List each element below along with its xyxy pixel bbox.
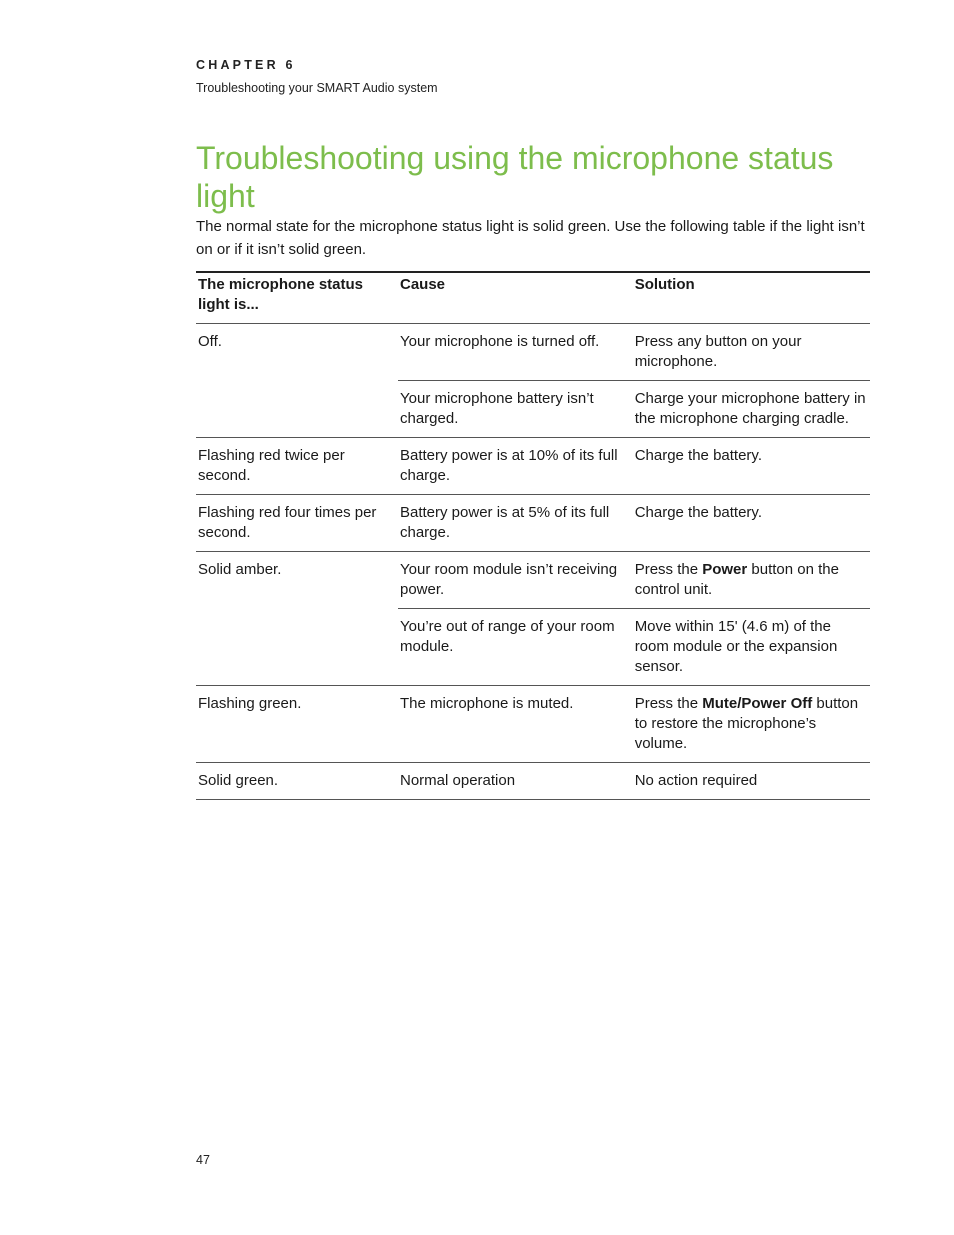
table-row — [196, 324, 870, 381]
cell-solution: Press any button on your microphone. — [634, 333, 802, 370]
table-row — [196, 763, 870, 800]
page-number: 47 — [196, 1153, 210, 1167]
cell-solution: Charge the battery. — [634, 504, 762, 521]
cell-cause: You’re out of range of your room module. — [398, 609, 633, 686]
cell-solution: No action required — [634, 772, 758, 789]
header-cause: Cause — [400, 276, 446, 293]
solution-text: Press the — [634, 695, 703, 712]
cell-status: Flashing red four times per second. — [198, 504, 377, 541]
header-solution: Solution — [634, 276, 695, 293]
table-row — [196, 495, 870, 552]
cell-status: Flashing red twice per second. — [198, 447, 345, 484]
mute-power-off-button-label: Mute/Power Off — [702, 695, 813, 712]
solution-text: button on the control unit. — [634, 561, 839, 598]
solution-text: button to restore the microphone’s volume. — [634, 695, 859, 752]
cell-solution: Charge the battery. — [634, 447, 762, 464]
solution-text: Press the — [634, 561, 703, 578]
table-header-row — [196, 272, 870, 324]
cell-cause: Normal operation — [400, 772, 516, 789]
cell-cause: The microphone is muted. — [400, 695, 574, 712]
table-row — [196, 686, 870, 763]
cell-status: Flashing green. — [198, 695, 302, 712]
cell-cause: Battery power is at 5% of its full charge. — [400, 504, 610, 541]
cell-cause: Your microphone battery isn’t charged. — [398, 381, 633, 438]
page-title: Troubleshooting using the microphone status light — [196, 140, 834, 214]
cell-cause: Your room module isn’t receiving power. — [400, 561, 618, 598]
cell-status: Solid green. — [198, 772, 279, 789]
table-row — [196, 438, 870, 495]
cell-status: Off. — [198, 333, 222, 350]
chapter-label: CHAPTER 6 — [196, 58, 296, 72]
cell-solution — [633, 686, 870, 763]
microphone-status-table — [196, 271, 870, 800]
cell-solution — [633, 552, 870, 609]
cell-cause: Your microphone is turned off. — [400, 333, 600, 350]
cell-status: Solid amber. — [198, 561, 282, 578]
chapter-title: Troubleshooting your SMART Audio system — [196, 81, 438, 95]
intro-paragraph: The normal state for the microphone status light is solid green. Use the following table if the light isn’t on or if it isn’t solid green. — [196, 218, 865, 258]
header-status: The microphone status light is... — [198, 276, 364, 313]
cell-cause: Battery power is at 10% of its full charge. — [400, 447, 618, 484]
cell-solution: Move within 15' (4.6 m) of the room module or the expansion sensor. — [633, 609, 870, 686]
cell-solution: Charge your microphone battery in the microphone charging cradle. — [633, 381, 870, 438]
power-button-label: Power — [702, 561, 748, 578]
table-row — [196, 552, 870, 609]
